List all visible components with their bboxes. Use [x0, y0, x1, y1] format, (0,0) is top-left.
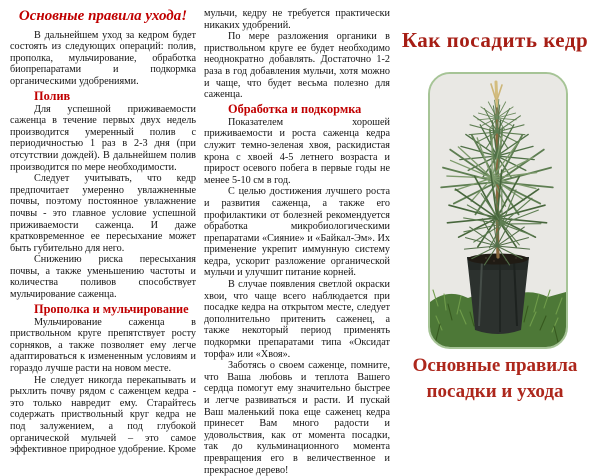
paragraph: В дальнейшем уход за кедром будет состоять из следующих операций: полив, прополка, мульчирование, обработка биопрепаратами и подкормка органическими удобрениями. [10, 29, 196, 87]
paragraph: Снижению риска пересыхания почвы, а также уменьшению частоты и количества поливов способствует мульчирование саженца. [10, 254, 196, 301]
paragraph: Показателем хорошей приживаемости и роста саженца кедра служит темно-зеленая хвоя, раскидистая крона с хвоей 4-5 летнего возраста и прирост осевого побега в первые годы не менее 5-10 см в год. [204, 116, 390, 186]
subheading-treatment-feeding: Обработка и подкормка [228, 101, 362, 116]
paragraph: мульчи, кедру не требуется практически никаких удобрений. [204, 8, 390, 31]
paragraph: Не следует никогда перекапывать и рыхлить почву рядом с саженцем кедра - это только навредит ему. Старайтесь содержать приствольный круг кедра не под залужением, а под глубокой органической мульчей – это самое эффективное природное удобрение. Кроме [10, 374, 196, 456]
column-care-rules [10, 8, 196, 456]
page-title: Как посадить кедр [401, 28, 589, 52]
plant-pot [467, 257, 529, 334]
cover-subtitle: Основные правила посадки и ухода [412, 355, 578, 402]
subheading-weeding-mulching: Прополка и мульчирование [34, 301, 189, 316]
paragraph: Мульчирование саженца в приствольном круге препятствует росту сорняков, а также позволяет ему легче адаптироваться к измененным условиям и гораздо лучше расти на новом месте. [10, 316, 196, 375]
paragraph: Для успешной приживаемости саженца в течение первых двух недель производится умеренный полив с периодичностью 1 раз в 2-3 дня (при отсутствии дождей). В дальнейшем полив производится по мере необходимости. [10, 103, 196, 173]
column-treatment-feeding [204, 8, 390, 476]
pine-seedling-illustration [430, 74, 566, 347]
paragraph: Следует учитывать, что кедр предпочитает умеренно увлажненные почвы, поэтому постоянное увлажнение почвы - это главное условие успешной приживаемости саженца. И даже кратковременное ее пересыхание может быть губительно для него. [10, 173, 196, 254]
cedar-seedling-photo [428, 72, 568, 349]
subheading-watering: Полив [34, 88, 71, 103]
care-rules-heading: Основные правила ухода! [18, 8, 188, 24]
paragraph: С целью достижения лучшего роста и развития саженца, а также его профилактики от болезней рекомендуется обработка микробиологическими препаратами «Сияние» и «Байкал-Эм». Их применение укрепит иммунную систему кедра, ускорит разложение органической мульчи и улучшит питание корней. [204, 186, 390, 279]
paragraph: По мере разложения органики в приствольном круге ее будет необходимо неоднократно добавлять. Достаточно 1-2 раза в год добавления мульчи, хотя можно и чаще, что будет весьма полезно для саженца. [204, 31, 390, 101]
paragraph: В случае появления светлой окраски хвои, что чаще всего наблюдается при посадке кедра на открытом месте, следует дополнительно притенить саженец, а также некоторый период применять подкормки препаратами типа «Оксидат торфа» или «Хвоя». [204, 279, 390, 360]
paragraph: Заботясь о своем саженце, помните, что Ваша любовь и теплота Вашего сердца помогут ему значительно быстрее и легче развиваться и расти. И пускай Ваш маленький пока еще саженец кедра принесет Вам много радости и удовольствия, как от момента посадки, так до кульминационного момента превращения его в величественное и прекрасное дерево! [204, 360, 390, 476]
column-cover [400, 0, 590, 424]
leader-shoot [496, 82, 497, 106]
